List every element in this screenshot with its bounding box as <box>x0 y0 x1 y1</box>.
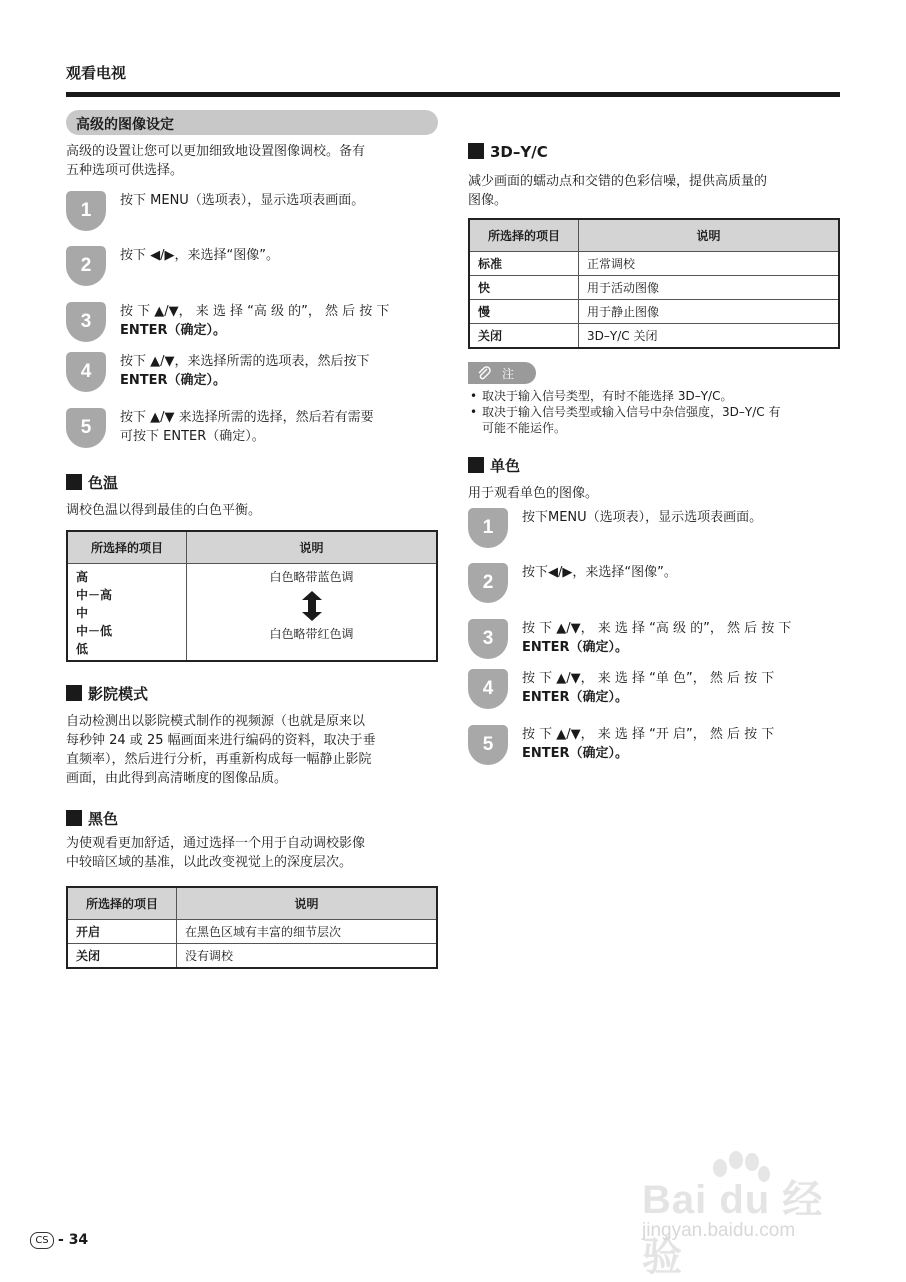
footer-dash: - <box>58 1232 69 1248</box>
note-item: • 取决于输入信号类型，有时不能选择 3D–Y/C。 <box>470 389 733 403</box>
table-row <box>469 324 839 349</box>
paperclip-icon <box>476 365 492 381</box>
temp-level: 中－高 <box>76 588 113 602</box>
mono-step-4 <box>468 669 842 713</box>
column-header: 说明 <box>579 219 840 252</box>
temp-level: 中 <box>76 606 89 620</box>
step-text: 按下 ▲/▼，来选择所需的选项表，然后按下 ENTER（确定）。 <box>120 354 370 388</box>
watermark-text: Bai du 经验 <box>642 1178 824 1279</box>
step-text: 按下MENU（选项表），显示选项表画面。 <box>522 510 763 525</box>
step-5 <box>66 408 440 452</box>
step-number: 5 <box>66 408 106 448</box>
black-table <box>66 886 438 969</box>
black-desc: 为使观看更加舒适，通过选择一个用于自动调校影像 中较暗区域的基准，以此改变视觉上的深度层次。 <box>66 836 366 870</box>
step-number: 3 <box>468 619 508 659</box>
note-item: • 取决于输入信号类型或输入信号中杂信强度，3D–Y/C 有 可能不能运作。 <box>470 405 781 435</box>
table-row <box>469 252 839 276</box>
temp-level: 高 <box>76 570 89 584</box>
column-header: 说明 <box>187 531 438 564</box>
yc-table <box>468 218 840 349</box>
black-heading: 黑色 <box>66 808 118 829</box>
step-text: 按 下 ▲/▼， 来 选 择 “高 级 的”， 然 后 按 下 ENTER（确定）。 <box>522 621 792 655</box>
step-number: 2 <box>66 246 106 286</box>
table-row <box>469 276 839 300</box>
mono-step-3 <box>468 619 842 663</box>
table-row <box>469 300 839 324</box>
watermark-url: jingyan.baidu.com <box>642 1220 796 1241</box>
section-pill <box>66 110 438 135</box>
mono-step-5 <box>468 725 842 769</box>
intro-paragraph <box>66 142 438 180</box>
section-square-icon <box>66 474 82 490</box>
step-4 <box>66 352 440 396</box>
step-text: 按下 ▲/▼ 来选择所需的选择，然后若有需要 可按下 ENTER（确定）。 <box>120 410 374 444</box>
cinema-heading: 影院模式 <box>66 683 148 704</box>
header-rule <box>66 92 840 97</box>
row-key: 快 <box>469 276 579 300</box>
column-header: 所选择的项目 <box>469 219 579 252</box>
step-3 <box>66 302 440 346</box>
row-value: 用于活动图像 <box>579 276 840 300</box>
table-row <box>67 944 437 969</box>
row-key: 标准 <box>469 252 579 276</box>
section-square-icon <box>468 143 484 159</box>
baidu-watermark <box>628 1150 858 1279</box>
row-value: 3D–Y/C 关闭 <box>579 324 840 349</box>
column-header: 所选择的项目 <box>67 887 177 920</box>
step-number: 4 <box>66 352 106 392</box>
temp-desc-cell <box>187 564 438 662</box>
table-row <box>67 920 437 944</box>
row-key: 慢 <box>469 300 579 324</box>
step-number: 4 <box>468 669 508 709</box>
step-text: 按下◀/▶，来选择“图像”。 <box>522 565 677 580</box>
row-key: 关闭 <box>67 944 177 969</box>
temp-levels-cell <box>67 564 187 662</box>
mono-step-1 <box>468 508 842 552</box>
text-line: 高级的设置让您可以更加细致地设置图像调校。备有 <box>66 144 366 159</box>
text-line: 五种选项可供选择。 <box>66 163 184 178</box>
step-number: 3 <box>66 302 106 342</box>
mono-heading: 单色 <box>468 455 520 476</box>
page-number: 34 <box>68 1232 89 1248</box>
step-text: 按 下 ▲/▼， 来 选 择 “开 启”， 然 后 按 下 ENTER（确定）。 <box>522 727 775 761</box>
temp-desc-bottom: 白色略带红色调 <box>269 627 354 641</box>
note-badge <box>468 362 536 384</box>
row-key: 开启 <box>67 920 177 944</box>
page-section-title: 观看电视 <box>66 64 127 82</box>
temp-level: 中－低 <box>76 624 113 638</box>
note-label: 注 <box>502 367 515 381</box>
step-number: 1 <box>468 508 508 548</box>
cinema-desc: 自动检测出以影院模式制作的视频源（也就是原来以 每秒钟 24 或 25 幅画面来进行编码的资料，取决于垂 直频率），然后进行分析，再重新构成每一幅静止影院 画面，由此得到高清晰度的图像品质。 <box>66 714 376 786</box>
row-key: 关闭 <box>469 324 579 349</box>
step-text: 按下 MENU（选项表），显示选项表画面。 <box>120 193 365 208</box>
page-footer <box>30 1232 88 1249</box>
double-arrow-icon <box>302 591 322 621</box>
section-square-icon <box>66 685 82 701</box>
step-text: 按 下 ▲/▼， 来 选 择 “单 色”， 然 后 按 下 ENTER（确定）。 <box>522 671 775 705</box>
step-2 <box>66 246 440 290</box>
column-header: 说明 <box>177 887 438 920</box>
language-badge: CS <box>30 1232 54 1249</box>
section-pill-title: 高级的图像设定 <box>76 117 174 133</box>
step-number: 5 <box>468 725 508 765</box>
temp-level: 低 <box>76 642 89 656</box>
section-square-icon <box>468 457 484 473</box>
step-text: 按下 ◀/▶，来选择“图像”。 <box>120 248 279 263</box>
row-value: 在黑色区域有丰富的细节层次 <box>177 920 438 944</box>
color-temp-table <box>66 530 438 662</box>
row-value: 正常调校 <box>579 252 840 276</box>
yc-desc: 减少画面的蠕动点和交错的色彩信噪，提供高质量的 图像。 <box>468 174 768 208</box>
bullet-icon: • <box>470 389 478 403</box>
section-square-icon <box>66 810 82 826</box>
step-text: 按 下 ▲/▼， 来 选 择 “高 级 的”， 然 后 按 下 ENTER（确定）。 <box>120 304 390 338</box>
mono-step-2 <box>468 563 842 607</box>
column-header: 所选择的项目 <box>67 531 187 564</box>
color-temp-heading: 色温 <box>66 472 118 493</box>
note-list <box>470 388 840 436</box>
step-number: 2 <box>468 563 508 603</box>
mono-desc: 用于观看单色的图像。 <box>468 486 599 501</box>
row-value: 用于静止图像 <box>579 300 840 324</box>
yc-heading: 3D–Y/C <box>468 143 548 161</box>
row-value: 没有调校 <box>177 944 438 969</box>
color-temp-desc: 调校色温以得到最佳的白色平衡。 <box>66 503 262 518</box>
step-1 <box>66 191 440 235</box>
temp-desc-top: 白色略带蓝色调 <box>269 570 354 584</box>
bullet-icon: • <box>470 405 478 419</box>
step-number: 1 <box>66 191 106 231</box>
